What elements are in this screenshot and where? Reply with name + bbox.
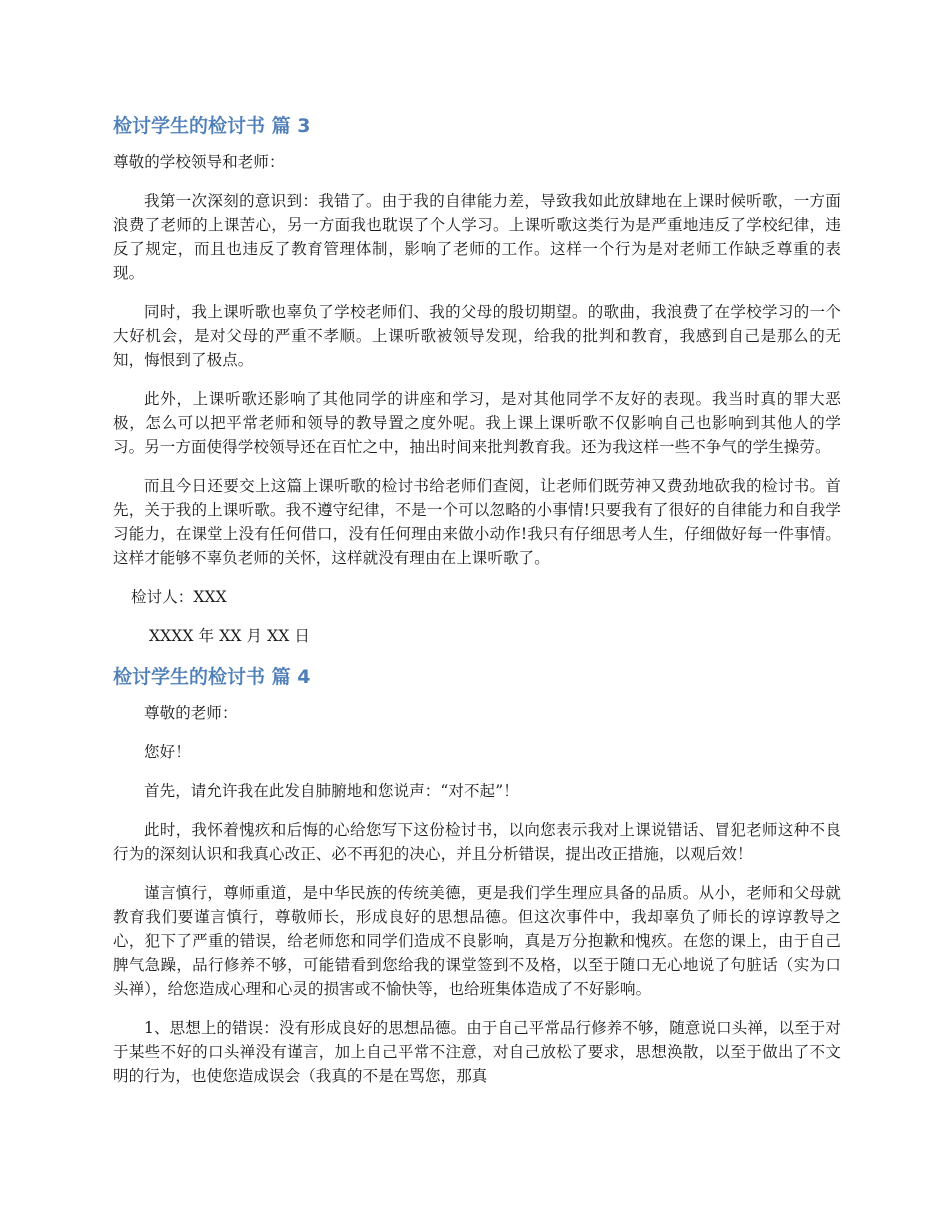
section-4-salutation: 尊敬的老师： xyxy=(144,704,238,722)
section-4-paragraph-2: 此时，我怀着愧疚和后悔的心给您写下这份检讨书，以向您表示我对上课说错话、冒犯老师这种不良行为的深刻认识和我真心改正、必不再犯的决心，并且分析错误，提出改正措施，以观后效！ xyxy=(113,821,841,863)
section-4-paragraph-4: 1、思想上的错误：没有形成良好的思想品德。由于自己平常品行修养不够，随意说口头禅，以至于对于某些不好的口头禅没有谨言，加上自己平常不注意，对自己放松了要求，思想涣散，以至于做出了不文明的行为，也使您造成误会（我真的不是在骂您，那真 xyxy=(113,1019,841,1085)
section-3-paragraph-1: 我第一次深刻的意识到：我错了。由于我的自律能力差，导致我如此放肆地在上课时候听歌，一方面浪费了老师的上课苦心，另一方面我也耽误了个人学习。上课听歌这类行为是严重地违反了学校纪律，违反了规定，而且也违反了教育管理体制，影响了老师的工作。这样一个行为是对老师工作缺乏尊重的表现。 xyxy=(113,192,841,282)
section-3-paragraph-2: 同时，我上课听歌也辜负了学校老师们、我的父母的殷切期望。的歌曲，我浪费了在学校学习的一个大好机会，是对父母的严重不孝顺。上课听歌被领导发现，给我的批判和教育，我感到自己是那么的无知，悔恨到了极点。 xyxy=(113,303,841,369)
section-4-title: 检讨学生的检讨书 篇 4 xyxy=(113,666,311,688)
section-3-paragraph-3: 此外，上课听歌还影响了其他同学的讲座和学习，是对其他同学不友好的表现。我当时真的罪大恶极，怎么可以把平常老师和领导的教导置之度外呢。我上课上课听歌不仅影响自己也影响到其他人的学习。另一方面使得学校领导还在百忙之中，抽出时间来批判教育我。还为我这样一些不争气的学生操劳。 xyxy=(113,390,841,456)
section-3-date: XXXX 年 XX 月 XX 日 xyxy=(149,627,311,645)
section-3-paragraph-4: 而且今日还要交上这篇上课听歌的检讨书给老师们查阅，让老师们既劳神又费劲地砍我的检讨书。首先，关于我的上课听歌。我不遵守纪律，不是一个可以忽略的小事情!只要我有了很好的自律能力和自我学习能力，在课堂上没有任何借口，没有任何理由来做小动作!我只有仔细思考人生，仔细做好每一件事情。这样才能够不辜负老师的关怀，这样就没有理由在上课听歌了。 xyxy=(113,477,841,567)
section-4-paragraph-1: 首先，请允许我在此发自肺腑地和您说声：“对不起”！ xyxy=(144,782,519,800)
section-3-signer: 检讨人：XXX xyxy=(131,588,227,606)
section-3-salutation: 尊敬的学校领导和老师： xyxy=(113,153,285,171)
section-3-title: 检讨学生的检讨书 篇 3 xyxy=(113,115,311,137)
section-4-greeting: 您好！ xyxy=(144,743,191,761)
section-4-paragraph-3: 谨言慎行，尊师重道，是中华民族的传统美德，更是我们学生理应具备的品质。从小，老师和父母就教育我们要谨言慎行，尊敬师长，形成良好的思想品德。但这次事件中，我却辜负了师长的谆谆教导之心，犯下了严重的错误，给老师您和同学们造成不良影响，真是万分抱歉和愧疚。在您的课上，由于自己脾气急躁，品行修养不够，可能错看到您给我的课堂签到不及格，以至于随口无心地说了句脏话（实为口头禅），给您造成心理和心灵的损害或不愉快等，也给班集体造成了不好影响。 xyxy=(113,884,841,998)
document-content xyxy=(113,112,841,1103)
